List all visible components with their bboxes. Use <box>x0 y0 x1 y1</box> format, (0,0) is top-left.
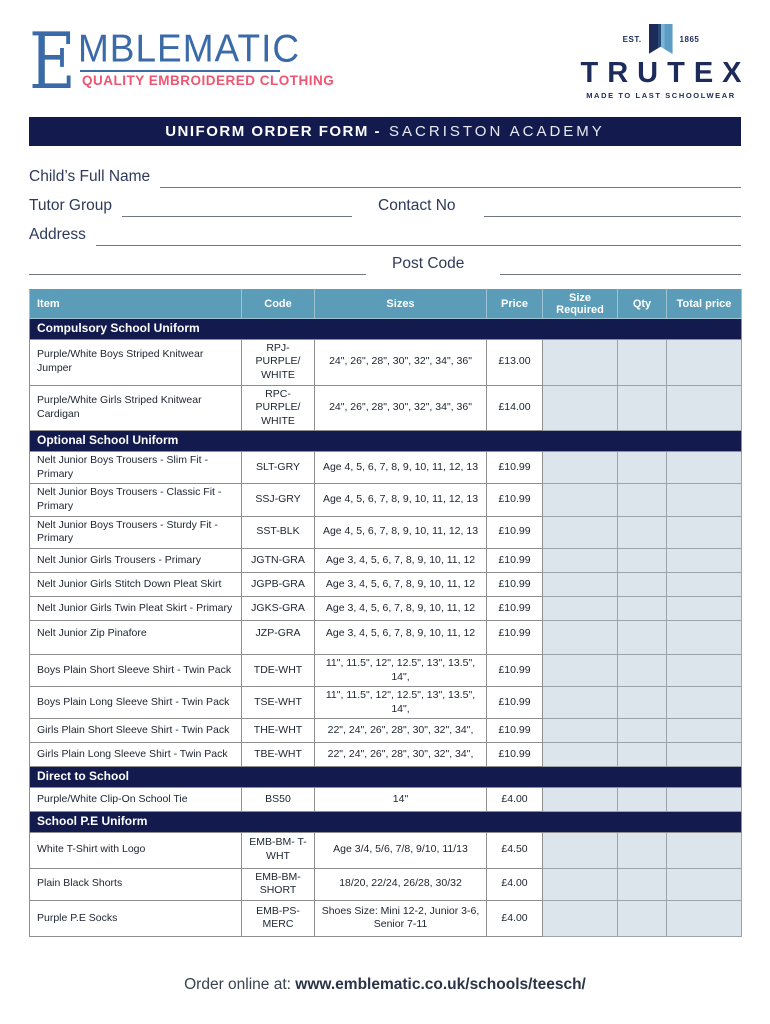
order-table <box>29 289 742 937</box>
child-name-label: Child’s Full Name <box>29 168 151 185</box>
sizes-cell: Age 4, 5, 6, 7, 8, 9, 10, 11, 12, 13 <box>315 516 487 548</box>
sizes-cell: Age 4, 5, 6, 7, 8, 9, 10, 11, 12, 13 <box>315 484 487 516</box>
section-title: Compulsory School Uniform <box>30 319 742 340</box>
price-cell: £10.99 <box>487 596 543 620</box>
item-row <box>30 900 742 936</box>
item-cell: Nelt Junior Boys Trousers - Classic Fit - Primary <box>30 484 242 516</box>
total-price-cell[interactable] <box>667 516 742 548</box>
sizes-cell: Age 3/4, 5/6, 7/8, 9/10, 11/13 <box>315 832 487 868</box>
qty-cell[interactable] <box>618 484 667 516</box>
order-table-header <box>30 290 742 319</box>
form-title: UNIFORM ORDER FORM - <box>165 123 382 140</box>
tutor-group-label: Tutor Group <box>29 197 112 214</box>
item-row <box>30 385 742 431</box>
sizes-cell: Age 3, 4, 5, 6, 7, 8, 9, 10, 11, 12 <box>315 596 487 620</box>
sizes-cell: Shoes Size: Mini 12-2, Junior 3-6, Senior 7-11 <box>315 900 487 936</box>
sizes-cell: Age 3, 4, 5, 6, 7, 8, 9, 10, 11, 12 <box>315 572 487 596</box>
column-header-item: Item <box>30 290 242 319</box>
size-required-cell[interactable] <box>543 484 618 516</box>
price-cell: £10.99 <box>487 484 543 516</box>
item-row <box>30 596 742 620</box>
total-price-cell[interactable] <box>667 788 742 812</box>
section-title: School P.E Uniform <box>30 812 742 833</box>
qty-cell[interactable] <box>618 832 667 868</box>
total-price-cell[interactable] <box>667 572 742 596</box>
tutor-group-input-line[interactable] <box>122 197 352 217</box>
price-cell: £4.50 <box>487 832 543 868</box>
order-url[interactable]: www.emblematic.co.uk/schools/teesch/ <box>295 976 586 993</box>
sizes-cell: 11", 11.5", 12", 12.5", 13", 13.5", 14", <box>315 687 487 719</box>
item-row <box>30 339 742 385</box>
price-cell: £10.99 <box>487 516 543 548</box>
post-code-input-line[interactable] <box>500 255 741 275</box>
size-required-cell[interactable] <box>543 868 618 900</box>
item-cell: Nelt Junior Zip Pinafore <box>30 620 242 654</box>
total-price-cell[interactable] <box>667 719 742 743</box>
code-cell: EMB-BM- SHORT <box>242 868 315 900</box>
size-required-cell[interactable] <box>543 900 618 936</box>
order-online-label: Order online at: <box>184 976 296 993</box>
size-required-cell[interactable] <box>543 788 618 812</box>
size-required-cell[interactable] <box>543 516 618 548</box>
emblematic-rule <box>80 70 280 72</box>
qty-cell[interactable] <box>618 452 667 484</box>
code-cell: SLT-GRY <box>242 452 315 484</box>
total-price-cell[interactable] <box>667 832 742 868</box>
school-name: SACRISTON ACADEMY <box>389 123 605 140</box>
order-table-body <box>30 319 742 937</box>
size-required-cell[interactable] <box>543 596 618 620</box>
item-row <box>30 452 742 484</box>
qty-cell[interactable] <box>618 548 667 572</box>
code-cell: JGPB-GRA <box>242 572 315 596</box>
size-required-cell[interactable] <box>543 654 618 686</box>
section-header-row <box>30 319 742 340</box>
price-cell: £14.00 <box>487 385 543 431</box>
column-header-code: Code <box>242 290 315 319</box>
code-cell: TSE-WHT <box>242 687 315 719</box>
qty-cell[interactable] <box>618 900 667 936</box>
code-cell: TDE-WHT <box>242 654 315 686</box>
sizes-cell: 18/20, 22/24, 26/28, 30/32 <box>315 868 487 900</box>
item-cell: Girls Plain Short Sleeve Shirt - Twin Pack <box>30 719 242 743</box>
column-header-size-required: Size Required <box>543 290 618 319</box>
total-price-cell[interactable] <box>667 452 742 484</box>
column-header-sizes: Sizes <box>315 290 487 319</box>
item-row <box>30 620 742 654</box>
total-price-cell[interactable] <box>667 743 742 767</box>
item-cell: Nelt Junior Boys Trousers - Slim Fit - Primary <box>30 452 242 484</box>
price-cell: £4.00 <box>487 900 543 936</box>
qty-cell[interactable] <box>618 385 667 431</box>
header <box>29 17 751 114</box>
qty-cell[interactable] <box>618 596 667 620</box>
footer <box>0 976 770 994</box>
sizes-cell: 11", 11.5", 12", 12.5", 13", 13.5", 14", <box>315 654 487 686</box>
total-price-cell[interactable] <box>667 385 742 431</box>
item-row <box>30 516 742 548</box>
section-header-row <box>30 767 742 788</box>
sizes-cell: 24", 26", 28", 30", 32", 34", 36" <box>315 339 487 385</box>
code-cell: THE-WHT <box>242 719 315 743</box>
size-required-cell[interactable] <box>543 719 618 743</box>
item-cell: Purple/White Clip-On School Tie <box>30 788 242 812</box>
item-cell: Girls Plain Long Sleeve Shirt - Twin Pack <box>30 743 242 767</box>
price-cell: £10.99 <box>487 572 543 596</box>
price-cell: £10.99 <box>487 743 543 767</box>
sizes-cell: Age 4, 5, 6, 7, 8, 9, 10, 11, 12, 13 <box>315 452 487 484</box>
size-required-cell[interactable] <box>543 687 618 719</box>
price-cell: £10.99 <box>487 548 543 572</box>
item-cell: Purple/White Boys Striped Knitwear Jumper <box>30 339 242 385</box>
emblematic-tagline: QUALITY EMBROIDERED CLOTHING <box>81 73 335 88</box>
address-input-line-2[interactable] <box>29 255 366 275</box>
code-cell: EMB-BM- T-WHT <box>242 832 315 868</box>
child-name-input-line[interactable] <box>160 168 741 188</box>
size-required-cell[interactable] <box>543 620 618 654</box>
size-required-cell[interactable] <box>543 548 618 572</box>
item-row <box>30 719 742 743</box>
total-price-cell[interactable] <box>667 484 742 516</box>
code-cell: RPC-PURPLE/ WHITE <box>242 385 315 431</box>
section-title: Direct to School <box>30 767 742 788</box>
item-cell: White T-Shirt with Logo <box>30 832 242 868</box>
column-header-qty: Qty <box>618 290 667 319</box>
total-price-cell[interactable] <box>667 596 742 620</box>
code-cell: JZP-GRA <box>242 620 315 654</box>
total-price-cell[interactable] <box>667 900 742 936</box>
qty-cell[interactable] <box>618 654 667 686</box>
price-cell: £10.99 <box>487 719 543 743</box>
trutex-logo <box>580 24 751 100</box>
total-price-cell[interactable] <box>667 687 742 719</box>
size-required-cell[interactable] <box>543 743 618 767</box>
contact-details-form <box>29 159 741 275</box>
sizes-cell: 14" <box>315 788 487 812</box>
item-cell: Nelt Junior Girls Trousers - Primary <box>30 548 242 572</box>
item-cell: Boys Plain Long Sleeve Shirt - Twin Pack <box>30 687 242 719</box>
qty-cell[interactable] <box>618 516 667 548</box>
size-required-cell[interactable] <box>543 572 618 596</box>
price-cell: £10.99 <box>487 654 543 686</box>
price-cell: £4.00 <box>487 868 543 900</box>
code-cell: EMB-PS- MERC <box>242 900 315 936</box>
section-title: Optional School Uniform <box>30 431 742 452</box>
code-cell: SST-BLK <box>242 516 315 548</box>
item-row <box>30 654 742 686</box>
section-header-row <box>30 812 742 833</box>
qty-cell[interactable] <box>618 719 667 743</box>
qty-cell[interactable] <box>618 743 667 767</box>
sizes-cell: 24", 26", 28", 30", 32", 34", 36" <box>315 385 487 431</box>
item-row <box>30 572 742 596</box>
trutex-tagline: MADE TO LAST SCHOOLWEAR <box>586 91 736 100</box>
qty-cell[interactable] <box>618 687 667 719</box>
sizes-cell: Age 3, 4, 5, 6, 7, 8, 9, 10, 11, 12 <box>315 620 487 654</box>
trutex-year-label: 1865 <box>679 34 700 44</box>
item-row <box>30 687 742 719</box>
title-banner <box>29 117 741 146</box>
item-cell: Nelt Junior Girls Stitch Down Pleat Skirt <box>30 572 242 596</box>
sizes-cell: Age 3, 4, 5, 6, 7, 8, 9, 10, 11, 12 <box>315 548 487 572</box>
trutex-wordmark: TRUTEX <box>580 57 751 89</box>
contact-no-input-line[interactable] <box>484 197 741 217</box>
qty-cell[interactable] <box>618 788 667 812</box>
emblematic-logo <box>29 17 335 107</box>
column-header-total-price: Total price <box>667 290 742 319</box>
total-price-cell[interactable] <box>667 868 742 900</box>
size-required-cell[interactable] <box>543 832 618 868</box>
total-price-cell[interactable] <box>667 620 742 654</box>
code-cell: RPJ- PURPLE/ WHITE <box>242 339 315 385</box>
trutex-shield-icon <box>649 24 673 54</box>
item-row <box>30 743 742 767</box>
section-header-row <box>30 431 742 452</box>
item-cell: Purple P.E Socks <box>30 900 242 936</box>
code-cell: BS50 <box>242 788 315 812</box>
code-cell: TBE-WHT <box>242 743 315 767</box>
emblematic-wordmark: MBLEMATIC <box>77 26 301 70</box>
code-cell: SSJ-GRY <box>242 484 315 516</box>
item-row <box>30 832 742 868</box>
item-cell: Plain Black Shorts <box>30 868 242 900</box>
total-price-cell[interactable] <box>667 339 742 385</box>
item-cell: Nelt Junior Boys Trousers - Sturdy Fit - Primary <box>30 516 242 548</box>
price-cell: £10.99 <box>487 687 543 719</box>
qty-cell[interactable] <box>618 620 667 654</box>
item-row <box>30 484 742 516</box>
size-required-cell[interactable] <box>543 385 618 431</box>
item-row <box>30 788 742 812</box>
total-price-cell[interactable] <box>667 654 742 686</box>
item-cell: Purple/White Girls Striped Knitwear Cardigan <box>30 385 242 431</box>
price-cell: £10.99 <box>487 452 543 484</box>
size-required-cell[interactable] <box>543 339 618 385</box>
size-required-cell[interactable] <box>543 452 618 484</box>
trutex-est-label: EST. <box>622 34 642 44</box>
sizes-cell: 22", 24", 26", 28", 30", 32", 34", <box>315 719 487 743</box>
price-cell: £13.00 <box>487 339 543 385</box>
item-cell: Nelt Junior Girls Twin Pleat Skirt - Primary <box>30 596 242 620</box>
qty-cell[interactable] <box>618 339 667 385</box>
emblematic-initial-letter: E <box>29 17 75 107</box>
qty-cell[interactable] <box>618 572 667 596</box>
price-cell: £4.00 <box>487 788 543 812</box>
item-cell: Boys Plain Short Sleeve Shirt - Twin Pack <box>30 654 242 686</box>
total-price-cell[interactable] <box>667 548 742 572</box>
contact-no-label: Contact No <box>378 197 456 214</box>
column-header-price: Price <box>487 290 543 319</box>
address-input-line[interactable] <box>96 226 741 246</box>
item-row <box>30 868 742 900</box>
qty-cell[interactable] <box>618 868 667 900</box>
post-code-label: Post Code <box>392 255 465 272</box>
sizes-cell: 22", 24", 26", 28", 30", 32", 34", <box>315 743 487 767</box>
price-cell: £10.99 <box>487 620 543 654</box>
address-label: Address <box>29 226 86 243</box>
code-cell: JGKS-GRA <box>242 596 315 620</box>
item-row <box>30 548 742 572</box>
code-cell: JGTN-GRA <box>242 548 315 572</box>
